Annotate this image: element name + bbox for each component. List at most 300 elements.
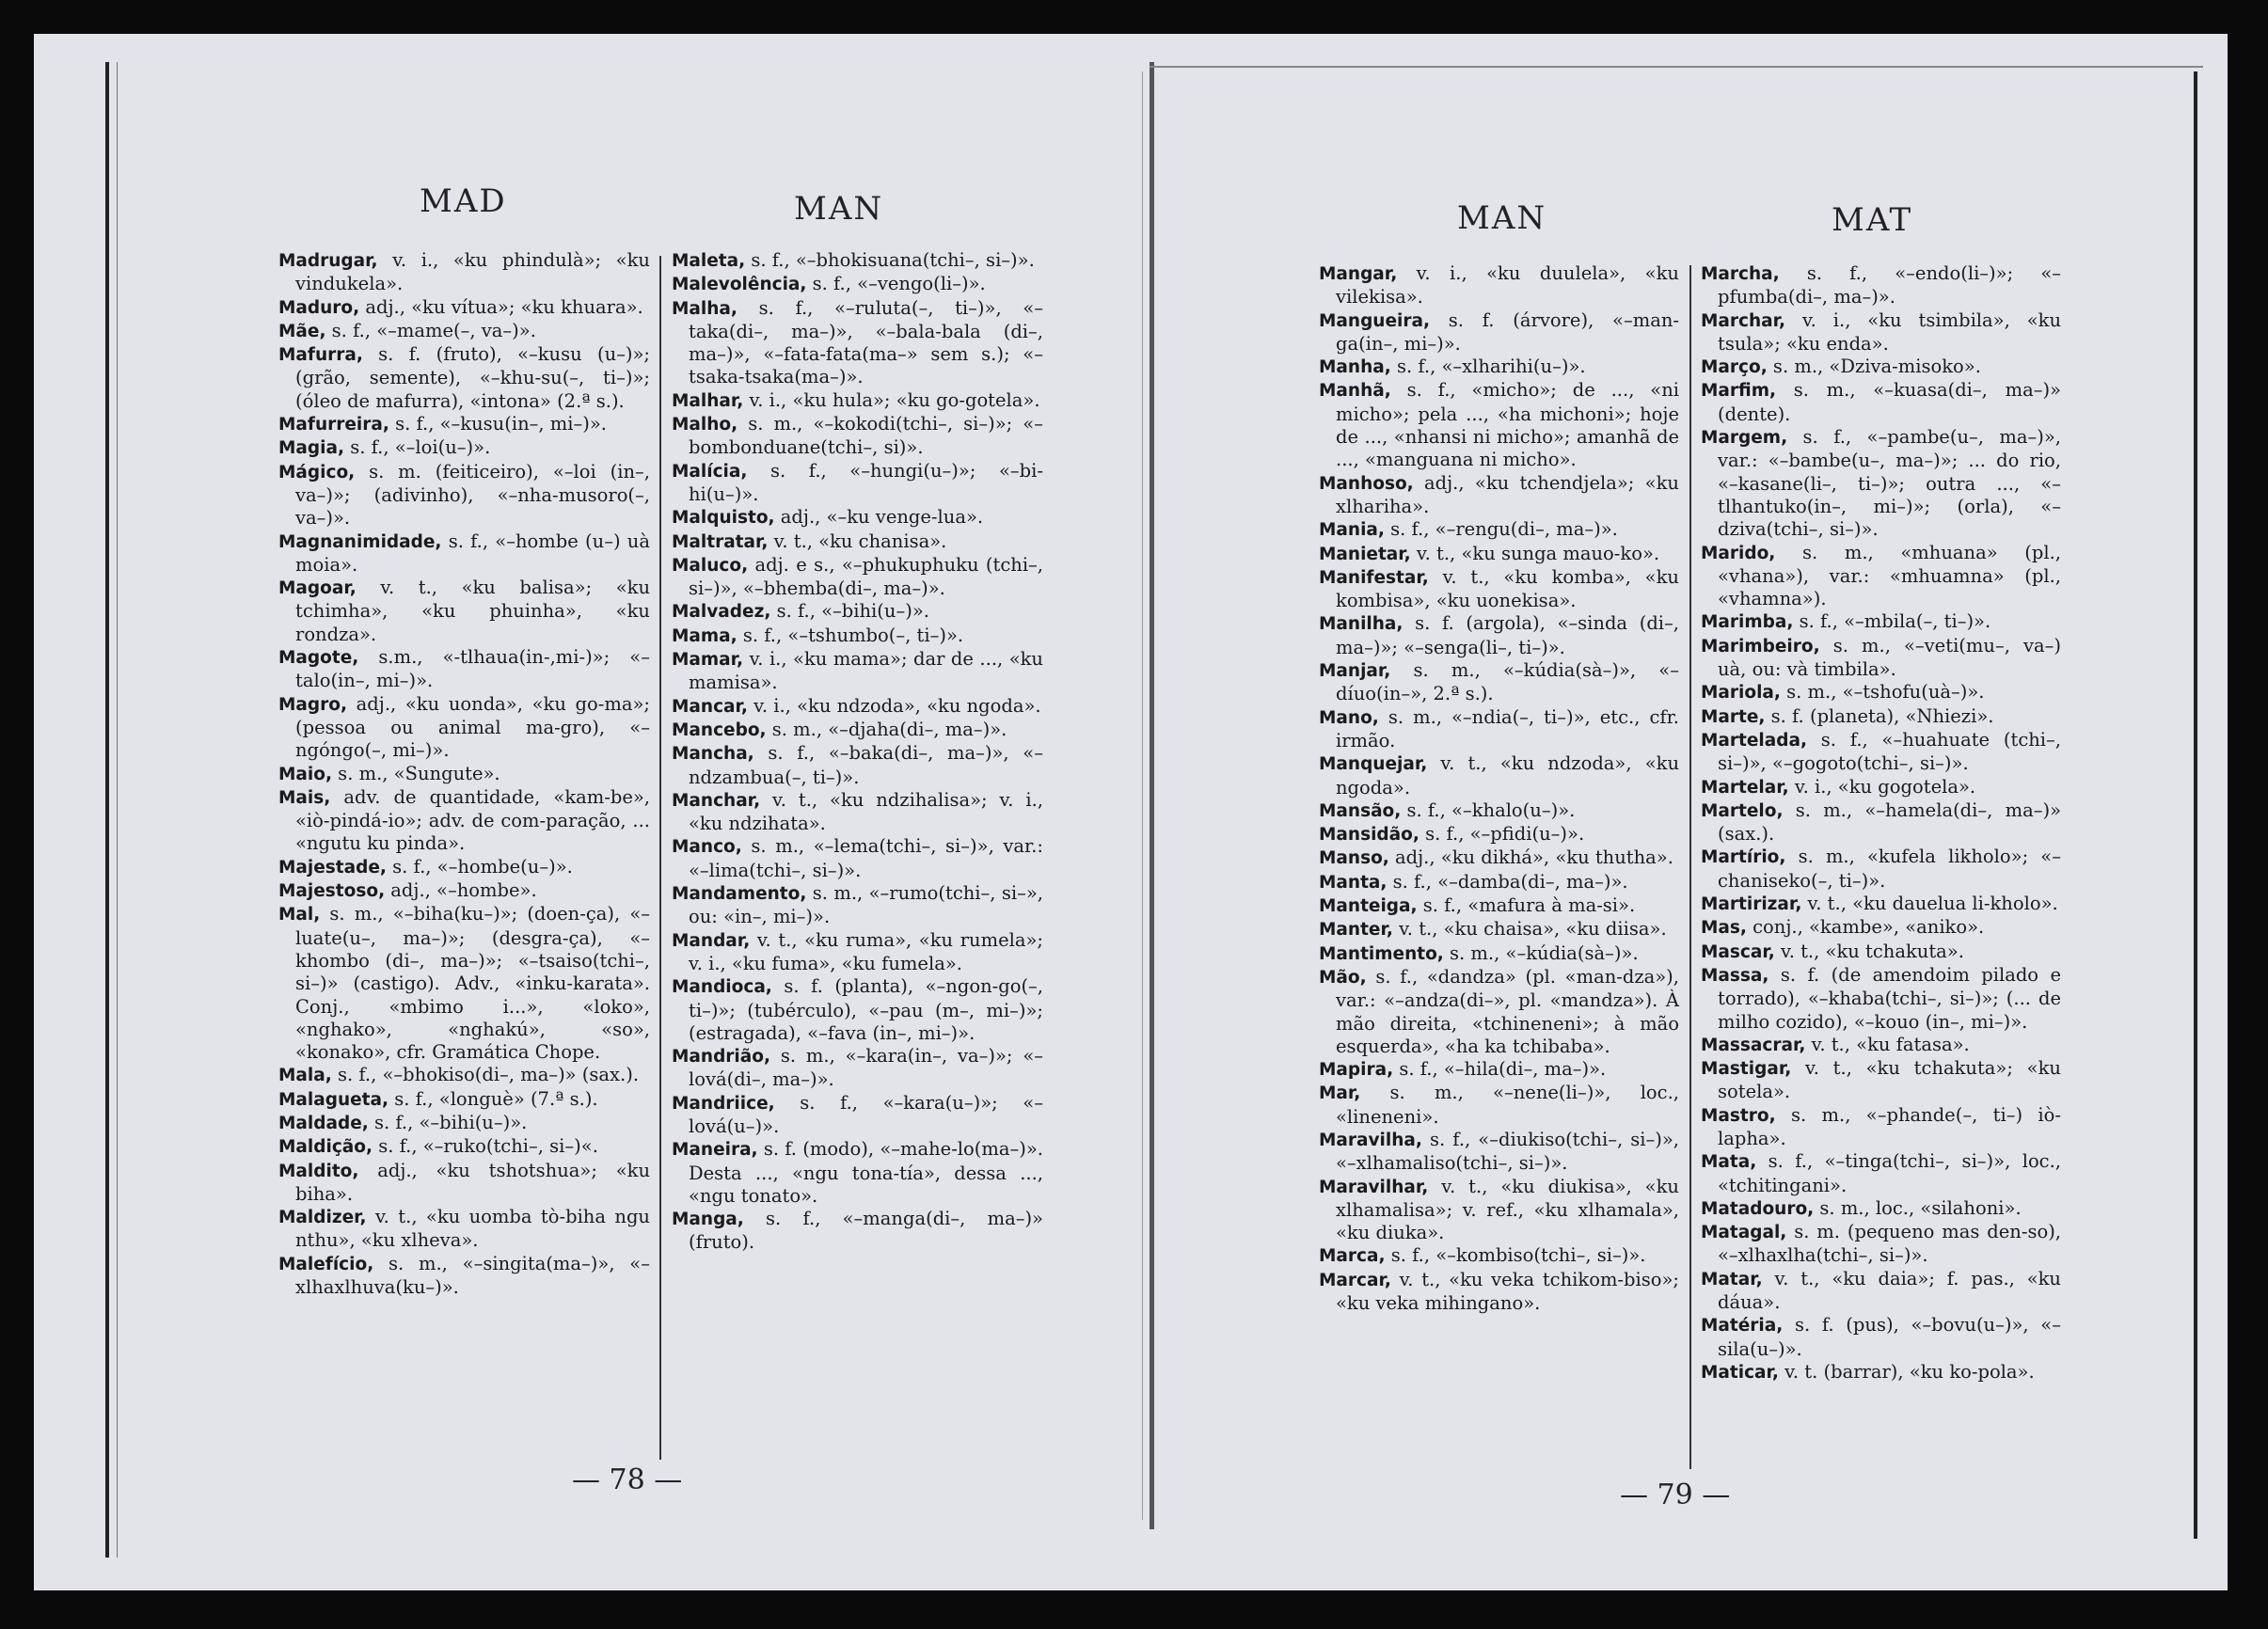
entry-definition: s. f., «–rengu(di–, ma–)».: [1384, 518, 1618, 541]
dictionary-entry: [1701, 356, 2061, 379]
entry-definition: s. f., «–baka(di–, ma–)», «–ndzambua(–, ti–)».: [689, 742, 1043, 788]
right-page: [1150, 34, 2228, 1590]
entry-headword: Marchar,: [1701, 310, 1786, 331]
right-page-header-right: MAT: [1832, 201, 1913, 239]
entry-headword: Mansidão,: [1319, 825, 1419, 846]
entry-definition: v. t., «ku ndzoda», «ku ngoda».: [1336, 752, 1679, 799]
entry-headword: Malefício,: [278, 1254, 374, 1274]
entry-headword: Mata,: [1701, 1152, 1757, 1173]
entry-headword: Manso,: [1319, 848, 1389, 869]
dictionary-entry: [672, 460, 1043, 507]
entry-headword: Mancebo,: [672, 720, 767, 740]
dictionary-entry: [1319, 871, 1679, 894]
entry-definition: v. i., «ku ndzoda», «ku ngoda».: [747, 694, 1041, 717]
dictionary-entry: [672, 625, 1043, 648]
entry-headword: Marte,: [1701, 706, 1766, 727]
entry-headword: Massacrar,: [1701, 1035, 1806, 1055]
entry-definition: v. i., «ku tsimbila», «ku tsula»; «ku enda».: [1718, 308, 2061, 355]
dictionary-entry: [278, 413, 650, 436]
entry-definition: adj., «ku tchendjela»; «ku xlhariha».: [1336, 471, 1679, 517]
entry-definition: v. t., «ku balisa»; «ku tchimha», «ku phuinha», «ku rondza».: [295, 577, 650, 645]
entry-headword: Mafurreira,: [278, 415, 389, 435]
right-page-top-edge: [1150, 66, 2203, 68]
entry-headword: Maravilhar,: [1319, 1177, 1429, 1197]
entry-definition: s. f., «–pambe(u–, ma–)», var.: «–bambe(u–, ma–)»; ... do rio, «–kasane(li–, ti–)»; outra ..., «–tlhantuko(in–, mi–)»; (orla), «–dziva(tchi–, si–)».: [1718, 426, 2061, 541]
dictionary-entry: [278, 461, 650, 530]
entry-headword: Malha,: [672, 298, 737, 319]
entry-headword: Manchar,: [672, 790, 761, 811]
entry-definition: s. f. (modo), «–mahe-lo(ma–)». Desta ..., «ngu tona-tía», dessa ..., «ngu tonato».: [689, 1138, 1043, 1207]
entry-headword: Mágico,: [278, 462, 356, 482]
dictionary-entry: [1701, 1268, 2061, 1315]
dictionary-entry: [1701, 729, 2061, 776]
entry-definition: v. t., «ku chaisa», «ku diisa».: [1392, 918, 1667, 941]
entry-headword: Martelar,: [1701, 777, 1789, 798]
entry-definition: conj., «kambe», «aniko».: [1746, 916, 1985, 939]
entry-definition: s. m., «–singita(ma–)», «–xlhaxlhuva(ku–)».: [295, 1252, 650, 1299]
dictionary-entry: [1319, 1176, 1679, 1245]
left-page-edge-line-thin: [117, 62, 118, 1558]
entry-headword: Maduro,: [278, 297, 360, 318]
entry-definition: adj., «ku dikhá», «ku thutha».: [1388, 846, 1673, 869]
right-page-header-left: MAN: [1457, 199, 1547, 237]
entry-definition: s. f., «–endo(li–)»; «–pfumba(di–, ma–)».: [1718, 262, 2061, 308]
entry-definition: v. t., «ku ruma», «ku rumela»; v. i., «ku fuma», «ku fumela».: [689, 928, 1043, 974]
entry-definition: s. f. (de amendoim pilado e torrado), «–khaba(tchi–, si–)»; (... de milho cozido), «–kouo (in–, mi–)».: [1718, 963, 2061, 1033]
entry-headword: Mania,: [1319, 520, 1385, 541]
entry-definition: s. f. (fruto), «–kusu (u–)»; (grão, semente), «–khu-su(–, ti–)»; (óleo de mafurra), «intona» (2.ª s.).: [295, 343, 650, 412]
entry-headword: Madrugar,: [278, 251, 378, 271]
dictionary-entry: [278, 646, 650, 693]
entry-headword: Mandriice,: [672, 1093, 775, 1114]
entry-definition: v. t., «ku sunga mauo-ko».: [1410, 542, 1660, 564]
dictionary-entry: [672, 1208, 1043, 1255]
entry-definition: s. f., «dandza» (pl. «man-dza»), var.: «–andza(di–», pl. «mandza»). À mão direita, «tchineneni»; à mão esquerda», «ha ka tchibaba».: [1336, 965, 1679, 1057]
entry-headword: Majestade,: [278, 857, 387, 878]
dictionary-entry: [1319, 309, 1679, 356]
dictionary-entry: [1701, 542, 2061, 611]
entry-definition: v. i., «ku phindulà»; «ku vindukela».: [295, 249, 650, 295]
entry-definition: s. m., «–hamela(di–, ma–)» (sax.).: [1718, 799, 2061, 846]
dictionary-entry: [1319, 966, 1679, 1058]
dictionary-entry: [1701, 1057, 2061, 1104]
entry-headword: Manhã,: [1319, 381, 1391, 402]
entry-definition: v. t., «ku diukisa», «ku xlhamalisa»; v. ref., «ku xlhamala», «ku diuka».: [1336, 1175, 1679, 1244]
dictionary-entry: [1701, 610, 2061, 634]
dictionary-entry: [1701, 635, 2061, 682]
entry-definition: s. f., «–bihi(u–)».: [770, 600, 929, 623]
entry-definition: s. m., «–kúdia(sà–)», «–díuo(in–», 2.ª s.).: [1336, 659, 1679, 705]
entry-definition: s. f., «–hombe(u–)».: [386, 855, 573, 878]
entry-headword: Maleta,: [672, 251, 746, 271]
dictionary-entry: [278, 249, 650, 296]
entry-headword: Mano,: [1319, 707, 1379, 728]
entry-headword: Mastigar,: [1701, 1059, 1792, 1080]
entry-headword: Manjar,: [1319, 661, 1391, 682]
entry-definition: v. i., «ku gogotela».: [1788, 775, 1976, 798]
entry-definition: s. f., «–bhokiso(di–, ma–)» (sax.).: [331, 1064, 640, 1086]
entry-headword: Marimbeiro,: [1701, 636, 1820, 656]
entry-headword: Maneira,: [672, 1140, 758, 1161]
dictionary-entry: [1319, 799, 1679, 823]
entry-headword: Malevolência,: [672, 275, 807, 295]
right-page-number: — 79 —: [1620, 1479, 1731, 1511]
dictionary-entry: [672, 413, 1043, 460]
left-page-header-left: MAD: [420, 182, 507, 220]
entry-definition: adj. e s., «–phukuphuku (tchi–, si–)», «–bhemba(di–, ma–)».: [689, 553, 1043, 600]
dictionary-entry: [672, 249, 1043, 273]
entry-definition: adj., «–ku venge-lua».: [774, 506, 984, 529]
entry-headword: Maluco,: [672, 555, 749, 576]
dictionary-entry: [1701, 1104, 2061, 1151]
dictionary-entry: [1319, 472, 1679, 519]
right-page-right-edge: [2194, 71, 2197, 1539]
dictionary-entry: [1319, 942, 1679, 966]
entry-headword: Manga,: [672, 1210, 744, 1230]
entry-definition: s. f., «–kara(u–)»; «–lová(u–)».: [689, 1091, 1043, 1137]
entry-headword: Matéria,: [1701, 1316, 1784, 1336]
entry-headword: Malícia,: [672, 461, 748, 482]
dictionary-entry: [1701, 846, 2061, 893]
dictionary-entry: [278, 693, 650, 763]
dictionary-entry: [1701, 964, 2061, 1034]
entry-headword: Marcha,: [1701, 264, 1780, 284]
entry-headword: Mascar,: [1701, 941, 1775, 962]
entry-definition: s. f., «longuè» (7.ª s.).: [389, 1087, 598, 1110]
left-page-column-2: [672, 249, 1043, 1255]
right-page-column-divider: [1689, 265, 1691, 1469]
entry-definition: v. t., «ku komba», «ku kombisa», «ku uonekisa».: [1336, 565, 1679, 612]
entry-headword: Maticar,: [1701, 1362, 1779, 1383]
entry-headword: Manta,: [1319, 872, 1388, 893]
dictionary-entry: [278, 786, 650, 856]
entry-definition: adj., «ku uonda», «ku go-ma»; (pessoa ou animal ma-gro), «–ngóngo(–, mi–)».: [295, 692, 650, 762]
entry-definition: s. m., «–phande(–, ti–) iò-lapha».: [1718, 1103, 2061, 1149]
entry-definition: adj., «ku vítua»; «ku khuara».: [359, 295, 643, 318]
dictionary-entry: [278, 577, 650, 646]
entry-definition: s. f., «–diukiso(tchi–, si–)», «–xlhamaliso(tchi–, si–)».: [1336, 1128, 1679, 1175]
entry-definition: s. m., «–tshofu(uà–)».: [1780, 681, 1985, 704]
dictionary-entry: [1701, 426, 2061, 541]
dictionary-entry: [278, 530, 650, 577]
entry-headword: Mão,: [1319, 967, 1367, 988]
entry-headword: Mangueira,: [1319, 310, 1431, 331]
dictionary-entry: [672, 789, 1043, 836]
entry-definition: s. m. (pequeno mas den-so), «–xlhaxlha(tchi–, si–)».: [1718, 1221, 2061, 1267]
dictionary-entry: [1319, 262, 1679, 309]
entry-headword: Manhoso,: [1319, 473, 1414, 494]
entry-headword: Magia,: [278, 438, 344, 459]
entry-definition: s. f., «–tshumbo(–, ti–)».: [737, 624, 964, 646]
entry-headword: Manha,: [1319, 357, 1391, 378]
dictionary-entry: [278, 343, 650, 413]
book-gutter-shadow: [1142, 71, 1143, 1520]
entry-definition: s. f. (planeta), «Nhiezi».: [1765, 704, 1994, 727]
dictionary-entry: [1701, 309, 2061, 356]
entry-headword: Massa,: [1701, 965, 1769, 986]
left-page-number: — 78 —: [572, 1463, 683, 1496]
dictionary-entry: [672, 1092, 1043, 1139]
entry-headword: Marca,: [1319, 1246, 1386, 1267]
dictionary-entry: [1701, 1150, 2061, 1197]
dictionary-entry: [1319, 846, 1679, 870]
entry-headword: Mala,: [278, 1066, 332, 1086]
entry-definition: s. m. (feiticeiro), «–loi (in–, va–)»; (adivinho), «–nha-musoro(–, va–)».: [295, 460, 650, 530]
entry-definition: s. m., «–biha(ku–)»; (doen-ça), «–luate(u–, ma–)»; (desgra-ça), «–khombo (di–, ma–)»; «–tsaiso(tchi–, si–)» (castigo). Adv., «inku-karata». Conj., «mbimo i...», «loko», «nghako», «nghakú», «so», «konako», cfr. Gramática Chope.: [295, 903, 650, 1064]
entry-definition: s. f., «–damba(di–, ma–)».: [1387, 870, 1628, 893]
entry-definition: s. m., «–nene(li–)», loc., «lineneni».: [1336, 1082, 1679, 1128]
dictionary-entry: [1701, 893, 2061, 916]
entry-definition: s. m., «–ndia(–, ti–)», etc., cfr. irmão.: [1336, 705, 1679, 751]
entry-definition: s. f., «–bhokisuana(tchi–, si–)».: [745, 249, 1035, 271]
entry-definition: v. t., «ku tchakuta»; «ku sotela».: [1718, 1057, 2061, 1103]
entry-definition: adj., «ku tshotshua»; «ku biha».: [295, 1159, 650, 1205]
entry-headword: Maldade,: [278, 1113, 369, 1133]
entry-definition: s. f., «–khalo(u–)».: [1401, 799, 1576, 821]
entry-definition: s. f. (árvore), «–man-ga(in–, mi–)».: [1336, 308, 1679, 355]
entry-headword: Malho,: [672, 415, 738, 435]
left-page-column-1: [278, 249, 650, 1299]
entry-headword: Martirizar,: [1701, 894, 1802, 915]
entry-headword: Majestoso,: [278, 881, 386, 902]
entry-definition: s. f., «–huahuate (tchi–, si–)», «–gogoto(tchi–, si–)».: [1718, 728, 2061, 775]
entry-headword: Maldição,: [278, 1137, 373, 1158]
entry-headword: Manifestar,: [1319, 567, 1429, 588]
entry-definition: s. m., «–kara(in–, va–)»; «–lová(di–, ma–)».: [689, 1045, 1043, 1091]
entry-headword: Matagal,: [1701, 1223, 1787, 1243]
entry-headword: Martelo,: [1701, 800, 1784, 821]
entry-definition: s. m., «–rumo(tchi–, si–», ou: «in–, mi–)».: [689, 882, 1043, 928]
entry-headword: Matadouro,: [1701, 1198, 1815, 1219]
dictionary-entry: [1319, 659, 1679, 706]
entry-headword: Marfim,: [1701, 381, 1777, 402]
entry-headword: Magnanimidade,: [278, 531, 442, 552]
entry-headword: Manquejar,: [1319, 754, 1428, 775]
entry-definition: v. t., «ku tchakuta».: [1774, 940, 1964, 962]
entry-headword: Malquisto,: [672, 508, 775, 529]
entry-headword: Mandar,: [672, 930, 751, 951]
entry-definition: v. t., «ku fatasa».: [1805, 1033, 1970, 1055]
dictionary-entry: [1701, 1221, 2061, 1268]
dictionary-entry: [1701, 799, 2061, 846]
dictionary-entry: [672, 975, 1043, 1045]
entry-definition: s.m., «-tlhaua(in-,mi-)»; «–talo(in–, mi–)».: [295, 646, 650, 692]
dictionary-entry: [278, 1088, 650, 1112]
dictionary-entry: [278, 436, 650, 460]
entry-headword: Malagueta,: [278, 1089, 389, 1110]
dictionary-entry: [672, 719, 1043, 742]
entry-definition: s. m., «Dziva-misoko».: [1767, 356, 1981, 378]
entry-definition: s. f. (pus), «–bovu(u–)», «–sila(u–)».: [1718, 1314, 2061, 1360]
entry-definition: v. t., «ku uomba tò-biha ngu nthu», «ku xlheva».: [295, 1206, 650, 1252]
dictionary-entry: [278, 320, 650, 343]
entry-headword: Mancha,: [672, 744, 754, 765]
dictionary-entry: [1319, 1129, 1679, 1176]
dictionary-entry: [278, 296, 650, 320]
entry-definition: s. f., «–tinga(tchi–, si–)», loc., «tchitingani».: [1718, 1150, 2061, 1196]
dictionary-entry: [278, 1112, 650, 1135]
dictionary-entry: [1701, 1361, 2061, 1384]
left-page-header-right: MAN: [794, 190, 884, 228]
dictionary-entry: [1319, 823, 1679, 846]
entry-definition: s. f., «–xlharihi(u–)».: [1390, 356, 1586, 378]
dictionary-entry: [672, 554, 1043, 601]
entry-headword: Maravilha,: [1319, 1130, 1422, 1150]
dictionary-entry: [1701, 776, 2061, 799]
entry-definition: s. f., «–pfidi(u–)».: [1419, 823, 1585, 846]
entry-definition: s. f., «–mbila(–, ti–)».: [1793, 610, 1991, 633]
dictionary-entry: [1701, 1034, 2061, 1057]
entry-headword: Martírio,: [1701, 847, 1786, 868]
entry-headword: Manilha,: [1319, 614, 1404, 635]
dictionary-entry: [1701, 379, 2061, 426]
dictionary-entry: [1319, 379, 1679, 471]
entry-headword: Matar,: [1701, 1269, 1763, 1289]
entry-headword: Mama,: [672, 625, 737, 646]
entry-headword: Mal,: [278, 905, 321, 925]
dictionary-entry: [278, 1064, 650, 1087]
entry-definition: s. m., «–kuasa(di–, ma–)» (dente).: [1718, 379, 2061, 425]
dictionary-entry: [278, 1206, 650, 1253]
dictionary-entry: [672, 648, 1043, 695]
entry-headword: Mandrião,: [672, 1047, 770, 1068]
dictionary-entry: [278, 1135, 650, 1159]
dictionary-entry: [1701, 1314, 2061, 1361]
dictionary-entry: [672, 929, 1043, 976]
entry-definition: v. t., «ku dauelua li-kholo».: [1801, 893, 2058, 915]
right-page-column-1: [1319, 262, 1679, 1315]
entry-headword: Mapira,: [1319, 1060, 1394, 1081]
dictionary-entry: [672, 742, 1043, 789]
entry-headword: Mafurra,: [278, 345, 363, 366]
entry-headword: Manter,: [1319, 920, 1393, 941]
entry-headword: Martelada,: [1701, 730, 1807, 751]
entry-headword: Mamar,: [672, 650, 744, 671]
dictionary-entry: [278, 1160, 650, 1207]
entry-headword: Marido,: [1701, 543, 1776, 563]
entry-headword: Mastro,: [1701, 1105, 1776, 1126]
entry-definition: v. t., «ku ndzihalisa»; v. i., «ku ndzihata».: [689, 788, 1043, 835]
entry-definition: s. f., «–ruko(tchi–, si–)«.: [373, 1135, 598, 1158]
entry-definition: v. t., «ku chanisa».: [768, 530, 947, 552]
entry-definition: s. m., «mhuana» (pl., «vhana»), var.: «mhuamna» (pl., «vhamna»).: [1718, 541, 2061, 610]
dictionary-entry: [1319, 1082, 1679, 1129]
entry-headword: Mais,: [278, 787, 331, 808]
entry-definition: s. m., «kufela likholo»; «–chaniseko(–, ti–)».: [1718, 846, 2061, 892]
entry-definition: s. f., «mafura à ma-si».: [1417, 894, 1636, 917]
entry-headword: Manco,: [672, 837, 742, 858]
entry-headword: Mancar,: [672, 696, 748, 717]
entry-definition: s. f., «micho»; de ..., «ni micho»; pela ..., «ha michoni»; hoje de ..., «nhansi ni micho»; amanhã de ..., «manguana ni micho».: [1336, 379, 1679, 471]
dictionary-entry: [672, 835, 1043, 882]
entry-headword: Marimba,: [1701, 612, 1794, 633]
dictionary-entry: [672, 695, 1043, 719]
entry-definition: s. f., «–loi(u–)».: [344, 436, 491, 459]
left-page: [34, 34, 1150, 1590]
dictionary-entry: [278, 879, 650, 903]
dictionary-entry: [672, 600, 1043, 624]
dictionary-entry: [1319, 566, 1679, 613]
entry-headword: Manietar,: [1319, 544, 1411, 564]
entry-definition: v. t., «ku daia»; f. pas., «ku dáua».: [1718, 1267, 2061, 1314]
entry-headword: Magro,: [278, 694, 347, 715]
entry-definition: adv. de quantidade, «kam-be», «iò-pindá-io»; adv. de com-paração, ... «ngutu ku pinda».: [295, 785, 650, 855]
dictionary-entry: [672, 297, 1043, 389]
entry-headword: Mandamento,: [672, 884, 807, 905]
entry-definition: s. f. (planta), «–ngon-go(–, ti–)»; (tubérculo), «–pau (m–, mi–)»; (estragada), «–fava (in–, mi–)».: [689, 975, 1043, 1044]
dictionary-entry: [1319, 706, 1679, 753]
entry-definition: s. f., «–bihi(u–)».: [368, 1111, 528, 1133]
entry-definition: s. f. (argola), «–sinda (di–, ma–)»; «–senga(li–, ti–)».: [1336, 612, 1679, 658]
entry-headword: Manteiga,: [1319, 896, 1418, 917]
entry-definition: s. m., «–veti(mu–, va–) uà, ou: và timbila».: [1718, 634, 2061, 681]
dictionary-entry: [1319, 894, 1679, 918]
entry-definition: v. i., «ku mama»; dar de ..., «ku mamisa».: [689, 648, 1043, 694]
entry-headword: Mas,: [1701, 918, 1747, 939]
entry-definition: s. m., «Sungute».: [331, 762, 500, 784]
dictionary-entry: [1701, 916, 2061, 940]
entry-headword: Mãe,: [278, 321, 326, 341]
entry-definition: s. f., «–vengo(li–)».: [806, 273, 986, 295]
entry-headword: Mangar,: [1319, 264, 1398, 284]
entry-headword: Margem,: [1701, 428, 1788, 449]
entry-definition: s. f., «–hombe (u–) uà moia».: [295, 530, 650, 576]
dictionary-entry: [672, 273, 1043, 296]
dictionary-entry: [278, 903, 650, 1064]
entry-definition: s. m., «–lema(tchi–, si–)», var.: «–lima(tchi–, si–)».: [689, 835, 1043, 881]
dictionary-entry: [672, 882, 1043, 929]
dictionary-entry: [1319, 518, 1679, 542]
dictionary-entry: [672, 1138, 1043, 1208]
dictionary-entry: [1319, 1269, 1679, 1316]
entry-headword: Mansão,: [1319, 800, 1402, 821]
dictionary-entry: [278, 1253, 650, 1300]
entry-headword: Magoar,: [278, 578, 357, 599]
entry-headword: Mar,: [1319, 1083, 1361, 1104]
dictionary-entry: [1701, 941, 2061, 964]
dictionary-entry: [1319, 918, 1679, 941]
dictionary-entry: [1319, 1244, 1679, 1268]
left-page-edge-line: [105, 62, 109, 1558]
right-page-column-2: [1701, 262, 2061, 1384]
entry-headword: Malhar,: [672, 390, 744, 411]
entry-headword: Marcar,: [1319, 1270, 1391, 1290]
dictionary-entry: [672, 530, 1043, 554]
dictionary-entry: [1319, 543, 1679, 566]
entry-headword: Mariola,: [1701, 683, 1781, 704]
entry-definition: adj., «–hombe».: [385, 879, 537, 902]
entry-definition: s. m., loc., «silahoni».: [1814, 1196, 2022, 1219]
entry-definition: s. f., «–ruluta(–, ti–)», «–taka(di–, ma–)», «–bala-bala (di–, ma–)», «–fata-fata(ma–» sem s.); «–tsaka-tsaka(ma–)».: [689, 296, 1043, 388]
dictionary-entry: [278, 856, 650, 879]
dictionary-entry: [1701, 681, 2061, 704]
dictionary-entry: [278, 763, 650, 786]
entry-definition: v. i., «ku hula»; «ku go-gotela».: [743, 388, 1040, 411]
entry-headword: Maio,: [278, 764, 332, 784]
entry-headword: Mandioca,: [672, 977, 772, 998]
entry-headword: Maltratar,: [672, 531, 769, 552]
entry-definition: v. i., «ku duulela», «ku vilekisa».: [1336, 262, 1679, 308]
dictionary-entry: [1319, 356, 1679, 379]
dictionary-entry: [1701, 262, 2061, 309]
scanned-book-spread: [34, 34, 2228, 1590]
dictionary-entry: [1701, 1197, 2061, 1221]
entry-definition: s. m., «–kúdia(sà–)».: [1443, 941, 1639, 964]
entry-headword: Malvadez,: [672, 602, 771, 623]
entry-definition: s. f., «–mame(–, va–)».: [325, 319, 536, 341]
entry-definition: s. m., «–djaha(di–, ma–)».: [766, 718, 1007, 740]
dictionary-entry: [672, 389, 1043, 413]
